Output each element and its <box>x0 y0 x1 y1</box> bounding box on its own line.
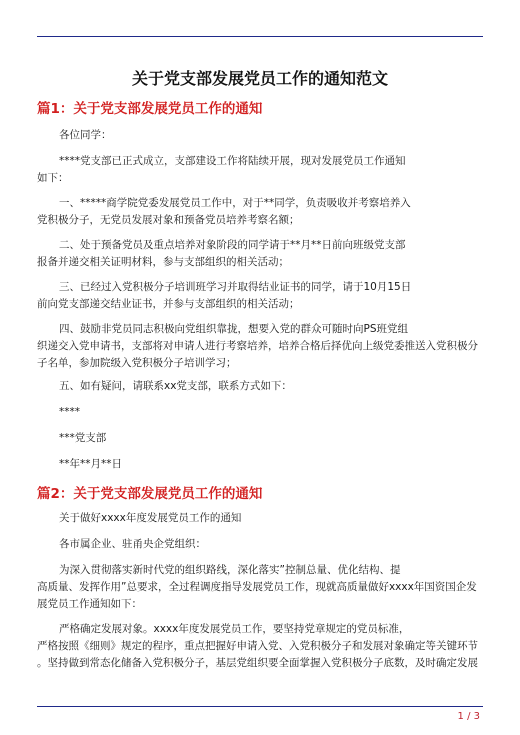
text-line: 子名单，参加院级入党积极分子培训学习； <box>37 357 237 369</box>
notice-subtitle: 关于做好xxxx年度发展党员工作的通知 <box>59 512 242 524</box>
text-line: 严格确定发展对象。xxxx年度发展党员工作，要坚持党章规定的党员标准， <box>59 623 410 635</box>
text-line: 严格按照《细则》规定的程序，重点把握好申请入党、入党积极分子和发展对象确定等关键环节 <box>37 640 478 652</box>
section-1-heading: 篇1：关于党支部发展党员工作的通知 <box>37 101 263 117</box>
text-line: 。坚持做到常态化储备入党积极分子，基层党组织要全面掌握入党积极分子底数，及时确定发展 <box>37 657 478 669</box>
document-title: 关于党支部发展党员工作的通知范文 <box>131 69 388 88</box>
text-line: 党积极分子，无党员发展对象和预备党员培养考察名额； <box>37 214 300 226</box>
bottom-rule <box>37 706 483 707</box>
text-line: 一、*****商学院党委发展党员工作中，对于**同学，负责吸收并考察培养入 <box>59 197 411 209</box>
text-line: 报备并递交相关证明材料，参与支部组织的相关活动； <box>37 256 289 268</box>
top-rule <box>37 36 483 37</box>
paragraph-item-5: 五、如有疑问，请联系xx党支部，联系方式如下： <box>59 380 292 392</box>
text-line: 高质量、发挥作用”总要求，全过程调度指导发展党员工作，现就高质量做好xxxx年国资国企发 <box>37 581 477 593</box>
text-line: 展党员工作通知如下： <box>37 598 142 610</box>
text-line: 织递交入党申请书，支部将对申请人进行考察培养，培养合格后择优向上级党委推送入党积极分 <box>37 340 478 352</box>
text-line: 三、已经过入党积极分子培训班学习并取得结业证书的同学，请于10月15日 <box>59 281 412 293</box>
signature-line-2: ***党支部 <box>59 432 107 444</box>
text-line: 如下： <box>37 172 69 184</box>
paragraph-intro <box>37 153 483 187</box>
text-line: ****党支部已正式成立，支部建设工作将陆续开展，现对发展党员工作通知 <box>59 155 406 167</box>
signature-date: **年**月**日 <box>59 458 122 470</box>
text-line: 前向党支部递交结业证书，并参与支部组织的相关活动； <box>37 298 300 310</box>
text-line: 为深入贯彻落实新时代党的组织路线，深化落实”控制总量、优化结构、提 <box>59 564 401 576</box>
text-line: 四、鼓励非党员同志积极向党组织靠拢，想要入党的群众可随时向PS班党组 <box>59 323 408 335</box>
paragraph-s2-intro <box>37 562 483 613</box>
salutation-1: 各位同学： <box>59 129 112 141</box>
salutation-2: 各市属企业、驻甬央企党组织： <box>59 538 206 550</box>
page-number: 1 / 3 <box>457 711 480 722</box>
paragraph-item-3 <box>37 279 483 313</box>
paragraph-s2-item-1 <box>37 621 483 672</box>
paragraph-item-1 <box>37 195 483 229</box>
text-line: 二、处于预备党员及重点培养对象阶段的同学请于**月**日前向班级党支部 <box>59 239 406 251</box>
paragraph-item-4 <box>37 321 483 372</box>
section-2-heading: 篇2：关于党支部发展党员工作的通知 <box>37 486 263 502</box>
paragraph-item-2 <box>37 237 483 271</box>
signature-line-1: **** <box>59 406 80 418</box>
